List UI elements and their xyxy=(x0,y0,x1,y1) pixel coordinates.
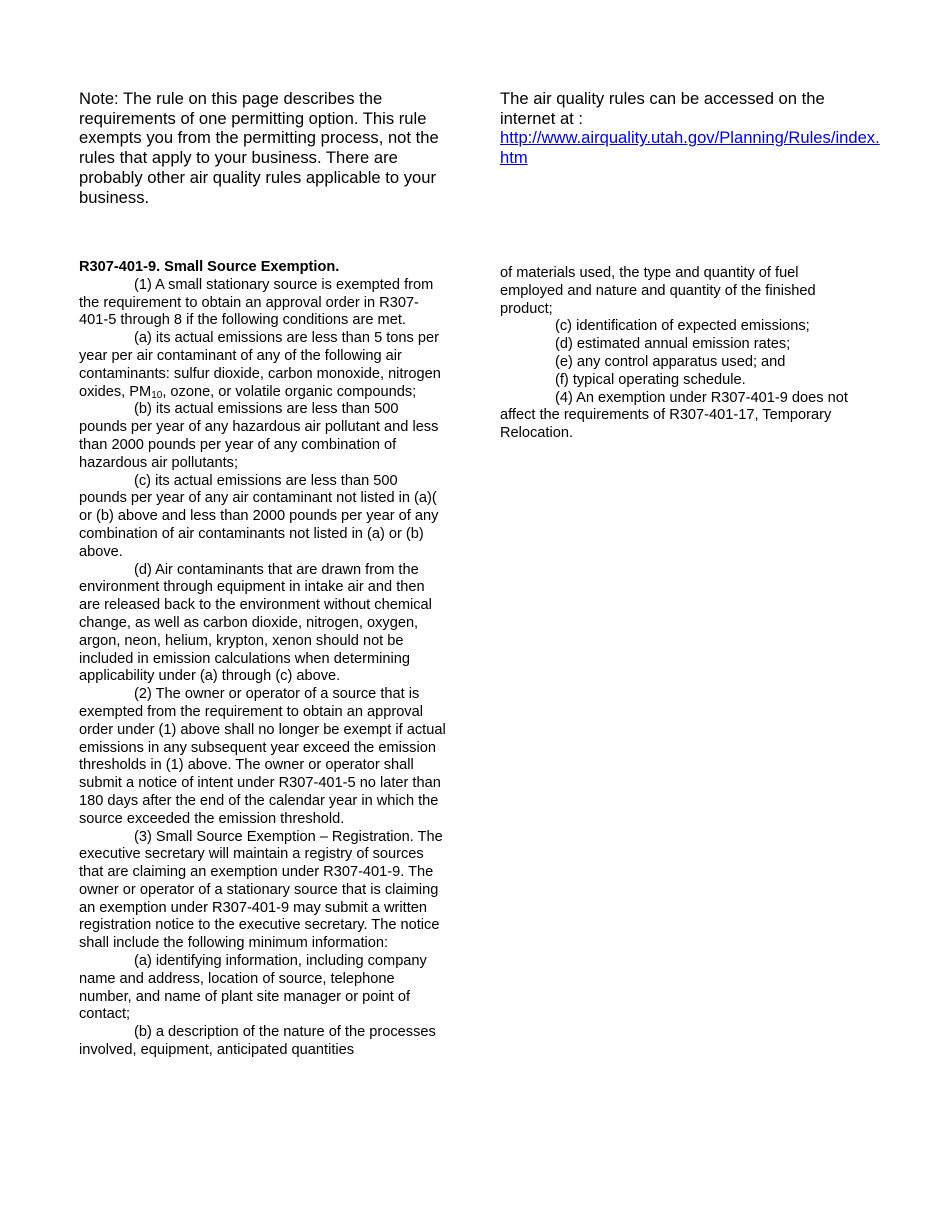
rule-paragraph-1: (1) A small stationary source is exempted from the requirement to obtain an approval order in R307-401-5 through 8 if the following conditions are met. xyxy=(79,276,434,329)
rule-column-left xyxy=(79,259,447,1060)
rule-paragraph-1d: (d) Air contaminants that are drawn from the environment through equipment in intake air and then are released back to the environment without chemical change, as well as carbon dioxide, nitrogen, oxygen, argon, neon, helium, krypton, xenon should not be included in emission calculations when determining applicability under (a) through (c) above. xyxy=(79,561,432,685)
rules-url-link[interactable]: http://www.airquality.utah.gov/Planning/Rules/index.htm xyxy=(500,128,880,168)
rule-paragraph-1a-tail: , ozone, or volatile organic compounds; xyxy=(162,383,417,400)
rule-paragraph-3e: (e) any control apparatus used; and xyxy=(555,353,786,370)
rule-paragraph-2: (2) The owner or operator of a source that is exempted from the requirement to obtain an approval order under (1) above shall no longer be exempt if actual emissions in any subsequent year exceed the emission thresholds in (1) above. The owner or operator shall submit a notice of intent under R307-401-5 no later than 180 days after the end of the calendar year in which the source exceeded the emission threshold. xyxy=(79,686,446,827)
rules-access-text: The air quality rules can be accessed on the internet at : xyxy=(500,89,825,128)
permit-note-text: Note: The rule on this page describes the requirements of one permitting option. This rule exempts you from the permitting process, not the rules that apply to your business. There are probably other air quality rules applicable to your business. xyxy=(79,89,439,207)
rule-paragraph-3: (3) Small Source Exemption – Registration. The executive secretary will maintain a registry of sources that are claiming an exemption under R307-401-9. The owner or operator of a stationary source that is claiming an exemption under R307-401-9 may submit a written registration notice to the executive secretary. The notice shall include the following minimum information: xyxy=(79,828,443,952)
rule-paragraph-4: (4) An exemption under R307-401-9 does not affect the requirements of R307-401-17, Temporary Relocation. xyxy=(500,389,848,442)
rules-access-note xyxy=(500,89,880,168)
permit-note xyxy=(79,89,459,207)
rule-paragraph-1a-text: (a) its actual emissions are less than 5 tons per year per air contaminant of any of the following air contaminants: sulfur dioxide, carbon monoxide, nitrogen oxides, PM xyxy=(79,330,441,400)
rule-paragraph-3b-start: (b) a description of the nature of the processes involved, equipment, anticipated quantities xyxy=(79,1024,436,1059)
rule-column-right xyxy=(500,265,852,443)
rule-paragraph-1a xyxy=(79,330,447,401)
rule-paragraph-1c: (c) its actual emissions are less than 500 pounds per year of any air contaminant not listed in (a)( or (b) above and less than 2000 pounds per year of any combination of air contaminants not listed in (a) or (b) above. xyxy=(79,472,439,560)
rule-heading: R307-401-9. Small Source Exemption. xyxy=(79,259,340,275)
pm10-subscript: 10 xyxy=(151,389,163,401)
rule-paragraph-3f: (f) typical operating schedule. xyxy=(555,371,746,388)
rule-paragraph-3c: (c) identification of expected emissions; xyxy=(555,318,810,335)
rule-paragraph-1b: (b) its actual emissions are less than 500 pounds per year of any hazardous air pollutant and less than 2000 pounds per year of any combination of hazardous air pollutants; xyxy=(79,401,439,471)
rule-paragraph-3b-continued: of materials used, the type and quantity of fuel employed and nature and quantity of the finished product; xyxy=(500,265,816,317)
rule-paragraph-3d: (d) estimated annual emission rates; xyxy=(555,336,791,353)
rule-paragraph-3a: (a) identifying information, including company name and address, location of source, telephone number, and name of plant site manager or point of contact; xyxy=(79,953,427,1023)
